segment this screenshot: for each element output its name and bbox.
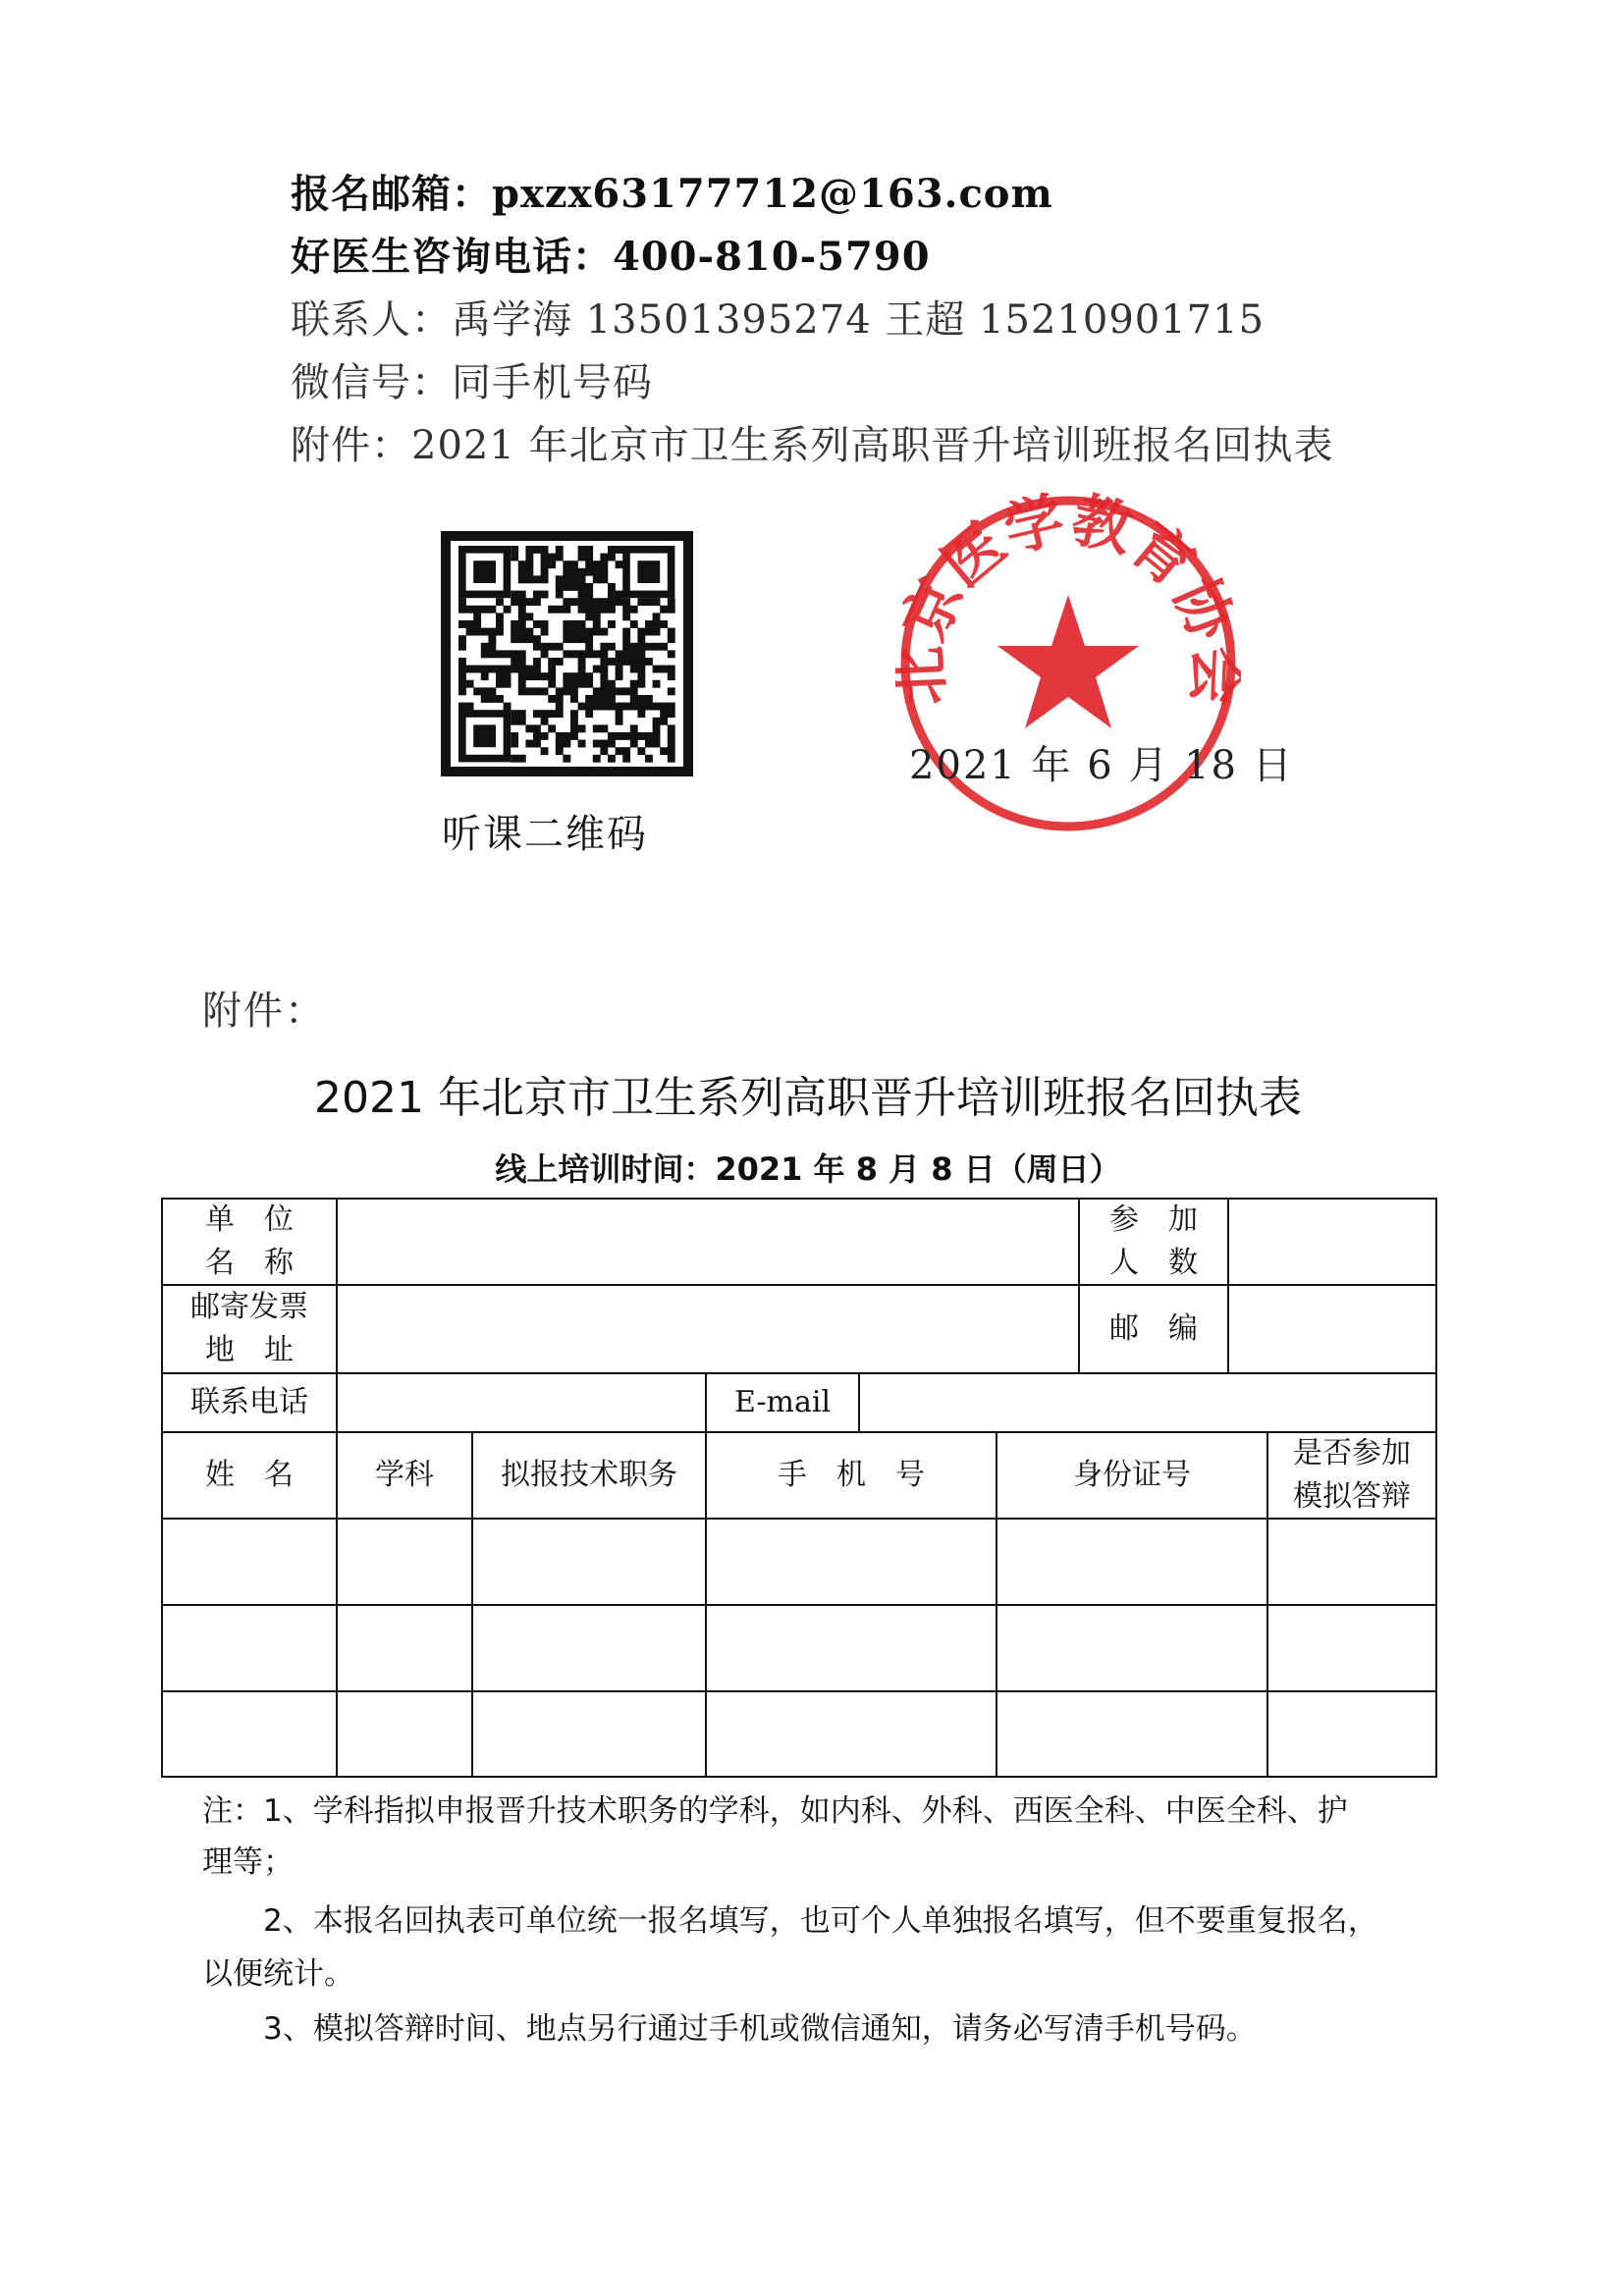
email-input[interactable] [860,1374,1435,1433]
contact-phone-input[interactable] [338,1374,707,1433]
contact-persons-line: 联系人：禹学海 13501395274 王超 15210901715 [291,297,1266,343]
participant-row-cell[interactable] [338,1606,473,1692]
participant-row-cell[interactable] [163,1606,338,1692]
col-title-header: 拟报技术职务 [473,1433,707,1520]
postcode-input[interactable] [1229,1286,1435,1374]
participant-row-cell[interactable] [473,1606,707,1692]
postcode-label: 邮 编 [1080,1286,1229,1374]
mail-address-input[interactable] [338,1286,1080,1374]
mail-address-label: 邮寄发票 地 址 [163,1286,338,1374]
form-title: 2021 年北京市卫生系列高职晋升培训班报名回执表 [314,1073,1302,1123]
signup-email-line: 报名邮箱：pxzx63177712@163.com [291,171,1053,217]
participant-row-cell[interactable] [1268,1520,1435,1606]
participant-row-cell[interactable] [997,1606,1268,1692]
email-label: E-mail [707,1374,860,1433]
note-2-line-2: 以便统计。 [202,1956,354,1992]
registration-form-table [161,1198,1437,1778]
col-id-header: 身份证号 [997,1433,1268,1520]
wechat-line: 微信号：同手机号码 [291,360,653,405]
participants-input[interactable] [1229,1200,1435,1286]
col-subject-header: 学科 [338,1433,473,1520]
note-3: 3、模拟答辩时间、地点另行通过手机或微信通知，请务必写清手机号码。 [263,2011,1257,2047]
participant-row-cell[interactable] [1268,1606,1435,1692]
participant-row-cell[interactable] [338,1692,473,1776]
participant-row-cell[interactable] [473,1692,707,1776]
unit-name-label: 单 位 名 称 [163,1200,338,1286]
star-icon [997,595,1139,728]
note-1-line-2: 理等； [202,1844,294,1880]
col-mock-defense-header: 是否参加 模拟答辩 [1268,1433,1435,1520]
qr-code [441,531,693,776]
participant-row-cell[interactable] [707,1520,997,1606]
note-1-line-1: 注：1、学科指拟申报晋升技术职务的学科，如内科、外科、西医全科、中医全科、护 [202,1793,1348,1829]
participant-row-cell[interactable] [997,1692,1268,1776]
participant-row-cell[interactable] [997,1520,1268,1606]
unit-name-input[interactable] [338,1200,1080,1286]
contact-phone-label: 联系电话 [163,1374,338,1433]
participant-row-cell[interactable] [1268,1692,1435,1776]
participant-row-cell[interactable] [163,1520,338,1606]
seal-date: 2021 年 6 月 18 日 [909,743,1294,788]
hotline-phone-line: 好医生咨询电话：400-810-5790 [291,234,931,280]
participant-row-cell[interactable] [473,1520,707,1606]
form-subtitle: 线上培训时间：2021 年 8 月 8 日（周日） [495,1150,1121,1188]
participants-label: 参 加 人 数 [1080,1200,1229,1286]
col-name-header: 姓 名 [163,1433,338,1520]
attachment-label: 附件： [202,988,326,1034]
participant-row-cell[interactable] [163,1692,338,1776]
seal-text: 京医学教育协 [895,491,1241,651]
note-2-line-1: 2、本报名回执表可单位统一报名填写，也可个人单独报名填写，但不要重复报名， [263,1903,1378,1939]
col-mobile-header: 手 机 号 [707,1433,997,1520]
qr-caption: 听课二维码 [442,812,648,857]
attachment-line: 附件：2021 年北京市卫生系列高职晋升培训班报名回执表 [291,423,1334,468]
participant-row-cell[interactable] [338,1520,473,1606]
participant-row-cell[interactable] [707,1606,997,1692]
participant-row-cell[interactable] [707,1692,997,1776]
